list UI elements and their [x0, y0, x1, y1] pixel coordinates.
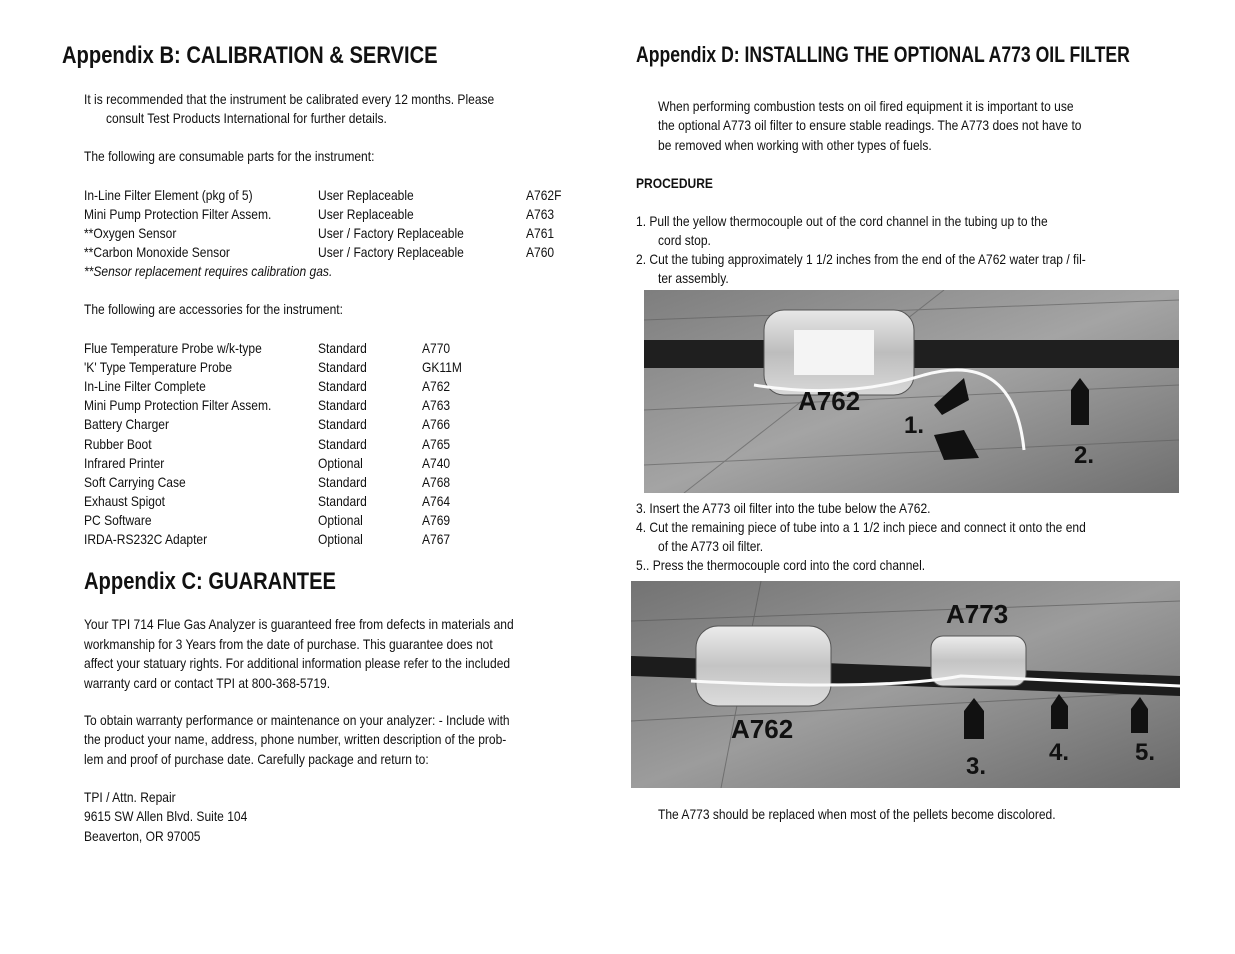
text-line: the product your name, address, phone number, written description of the prob- [84, 731, 507, 748]
cell-part: A762F [526, 187, 562, 203]
closing-note: The A773 should be replaced when most of the pellets become discolored. [658, 806, 1056, 822]
cell-type: Optional [318, 531, 363, 547]
text-line: 2. Cut the tubing approximately 1 1/2 inches from the end of the A762 water trap / fil- [636, 251, 1086, 268]
accessories-intro: The following are accessories for the instrument: [84, 301, 343, 317]
cell-part: A766 [422, 416, 451, 433]
photo-a773-installed [631, 581, 1180, 788]
text-line: Beaverton, OR 97005 [84, 827, 201, 844]
photo1-marker-2: 2. [1074, 442, 1095, 469]
photo2-marker-5: 5. [1135, 739, 1156, 766]
appendix-b-title: Appendix B: CALIBRATION & SERVICE [62, 42, 438, 69]
cell-type: Standard [318, 397, 367, 414]
cell-name: Soft Carrying Case [84, 473, 186, 490]
cell-name: 'K' Type Temperature Probe [84, 359, 233, 376]
cell-part: A760 [526, 244, 555, 261]
appendix-c-title: Appendix C: GUARANTEE [84, 568, 336, 595]
cell-part: A762 [422, 378, 451, 395]
cell-type: User Replaceable [318, 206, 414, 223]
cell-name: Infrared Printer [84, 454, 165, 471]
text-line: lem and proof of purchase date. Carefully package and return to: [84, 750, 429, 767]
text-line: ter assembly. [658, 270, 729, 287]
cell-type: Standard [318, 473, 367, 490]
text-line: the optional A773 oil filter to ensure stable readings. The A773 does not have to [658, 117, 1082, 134]
cell-part: A767 [422, 531, 451, 547]
cell-type: Optional [318, 511, 363, 528]
photo2-marker-3: 3. [966, 753, 987, 780]
cell-type: User / Factory Replaceable [318, 225, 464, 242]
text-line: cord stop. [658, 232, 711, 249]
cell-name: **Oxygen Sensor [84, 225, 177, 242]
photo2-part-label-a762: A762 [731, 714, 794, 744]
cell-part: GK11M [422, 359, 462, 376]
photo1-part-label: A762 [798, 386, 861, 416]
cell-name: Mini Pump Protection Filter Assem. [84, 397, 272, 414]
photo2-marker-4: 4. [1049, 739, 1070, 766]
cell-name: Battery Charger [84, 416, 169, 433]
text-line: 5.. Press the thermocouple cord into the cord channel. [636, 557, 926, 574]
calibration-text-line2: consult Test Products International for further details. [106, 110, 387, 126]
cell-name: In-Line Filter Element (pkg of 5) [84, 187, 253, 203]
cell-name: Mini Pump Protection Filter Assem. [84, 206, 272, 223]
text-line: workmanship for 3 Years from the date of purchase. This guarantee does not [84, 635, 493, 652]
cell-type: Standard [318, 492, 367, 509]
cell-name: Rubber Boot [84, 435, 152, 452]
cell-name: In-Line Filter Complete [84, 378, 206, 395]
cell-name: Exhaust Spigot [84, 492, 165, 509]
text-line: Your TPI 714 Flue Gas Analyzer is guaranteed free from defects in materials and [84, 616, 514, 632]
cell-name: **Carbon Monoxide Sensor [84, 244, 230, 261]
cell-part: A763 [422, 397, 451, 414]
text-line: of the A773 oil filter. [658, 538, 764, 555]
cell-part: A769 [422, 511, 451, 528]
cell-part: A761 [526, 225, 555, 242]
cell-part: A770 [422, 340, 451, 356]
text-line: 1. Pull the yellow thermocouple out of the cord channel in the tubing up to the [636, 213, 1048, 229]
cell-type: Optional [318, 454, 363, 471]
cell-type: Standard [318, 340, 367, 356]
cell-name: PC Software [84, 511, 152, 528]
photo1-marker-1: 1. [904, 412, 925, 439]
cell-type: Standard [318, 378, 367, 395]
sensor-note: **Sensor replacement requires calibration gas. [84, 263, 333, 279]
text-line: affect your statuary rights. For additional information please refer to the included [84, 655, 511, 671]
consumables-intro: The following are consumable parts for the instrument: [84, 148, 375, 164]
text-line: 3. Insert the A773 oil filter into the tube below the A762. [636, 500, 931, 516]
text-line: To obtain warranty performance or maintenance on your analyzer: - Include with [84, 712, 510, 728]
cell-part: A765 [422, 435, 451, 452]
cell-type: Standard [318, 435, 367, 452]
calibration-text-line1: It is recommended that the instrument be calibrated every 12 months. Please [84, 91, 495, 107]
cell-part: A740 [422, 454, 451, 471]
photo-a773-illustration [631, 581, 1180, 788]
text-line: 4. Cut the remaining piece of tube into a 1 1/2 inch piece and connect it onto the end [636, 519, 1086, 536]
cell-part: A768 [422, 473, 451, 490]
cell-part: A763 [526, 206, 555, 223]
cell-name: Flue Temperature Probe w/k-type [84, 340, 262, 356]
text-line: TPI / Attn. Repair [84, 789, 176, 805]
text-line: be removed when working with other types of fuels. [658, 136, 932, 153]
procedure-heading: PROCEDURE [636, 175, 713, 191]
photo2-part-label-a773: A773 [946, 599, 1009, 629]
appendix-d-title: Appendix D: INSTALLING THE OPTIONAL A773 OIL FILTER [636, 42, 1130, 67]
cell-type: User / Factory Replaceable [318, 244, 464, 261]
cell-name: IRDA-RS232C Adapter [84, 531, 208, 547]
photo-a762-filter [644, 290, 1179, 493]
text-line: warranty card or contact TPI at 800-368-5719. [84, 674, 331, 691]
cell-type: Standard [318, 416, 367, 433]
photo-a762-illustration [644, 290, 1179, 493]
cell-part: A764 [422, 492, 451, 509]
cell-type: Standard [318, 359, 367, 376]
text-line: When performing combustion tests on oil fired equipment it is important to use [658, 98, 1074, 114]
text-line: 9615 SW Allen Blvd. Suite 104 [84, 808, 248, 825]
cell-type: User Replaceable [318, 187, 414, 203]
